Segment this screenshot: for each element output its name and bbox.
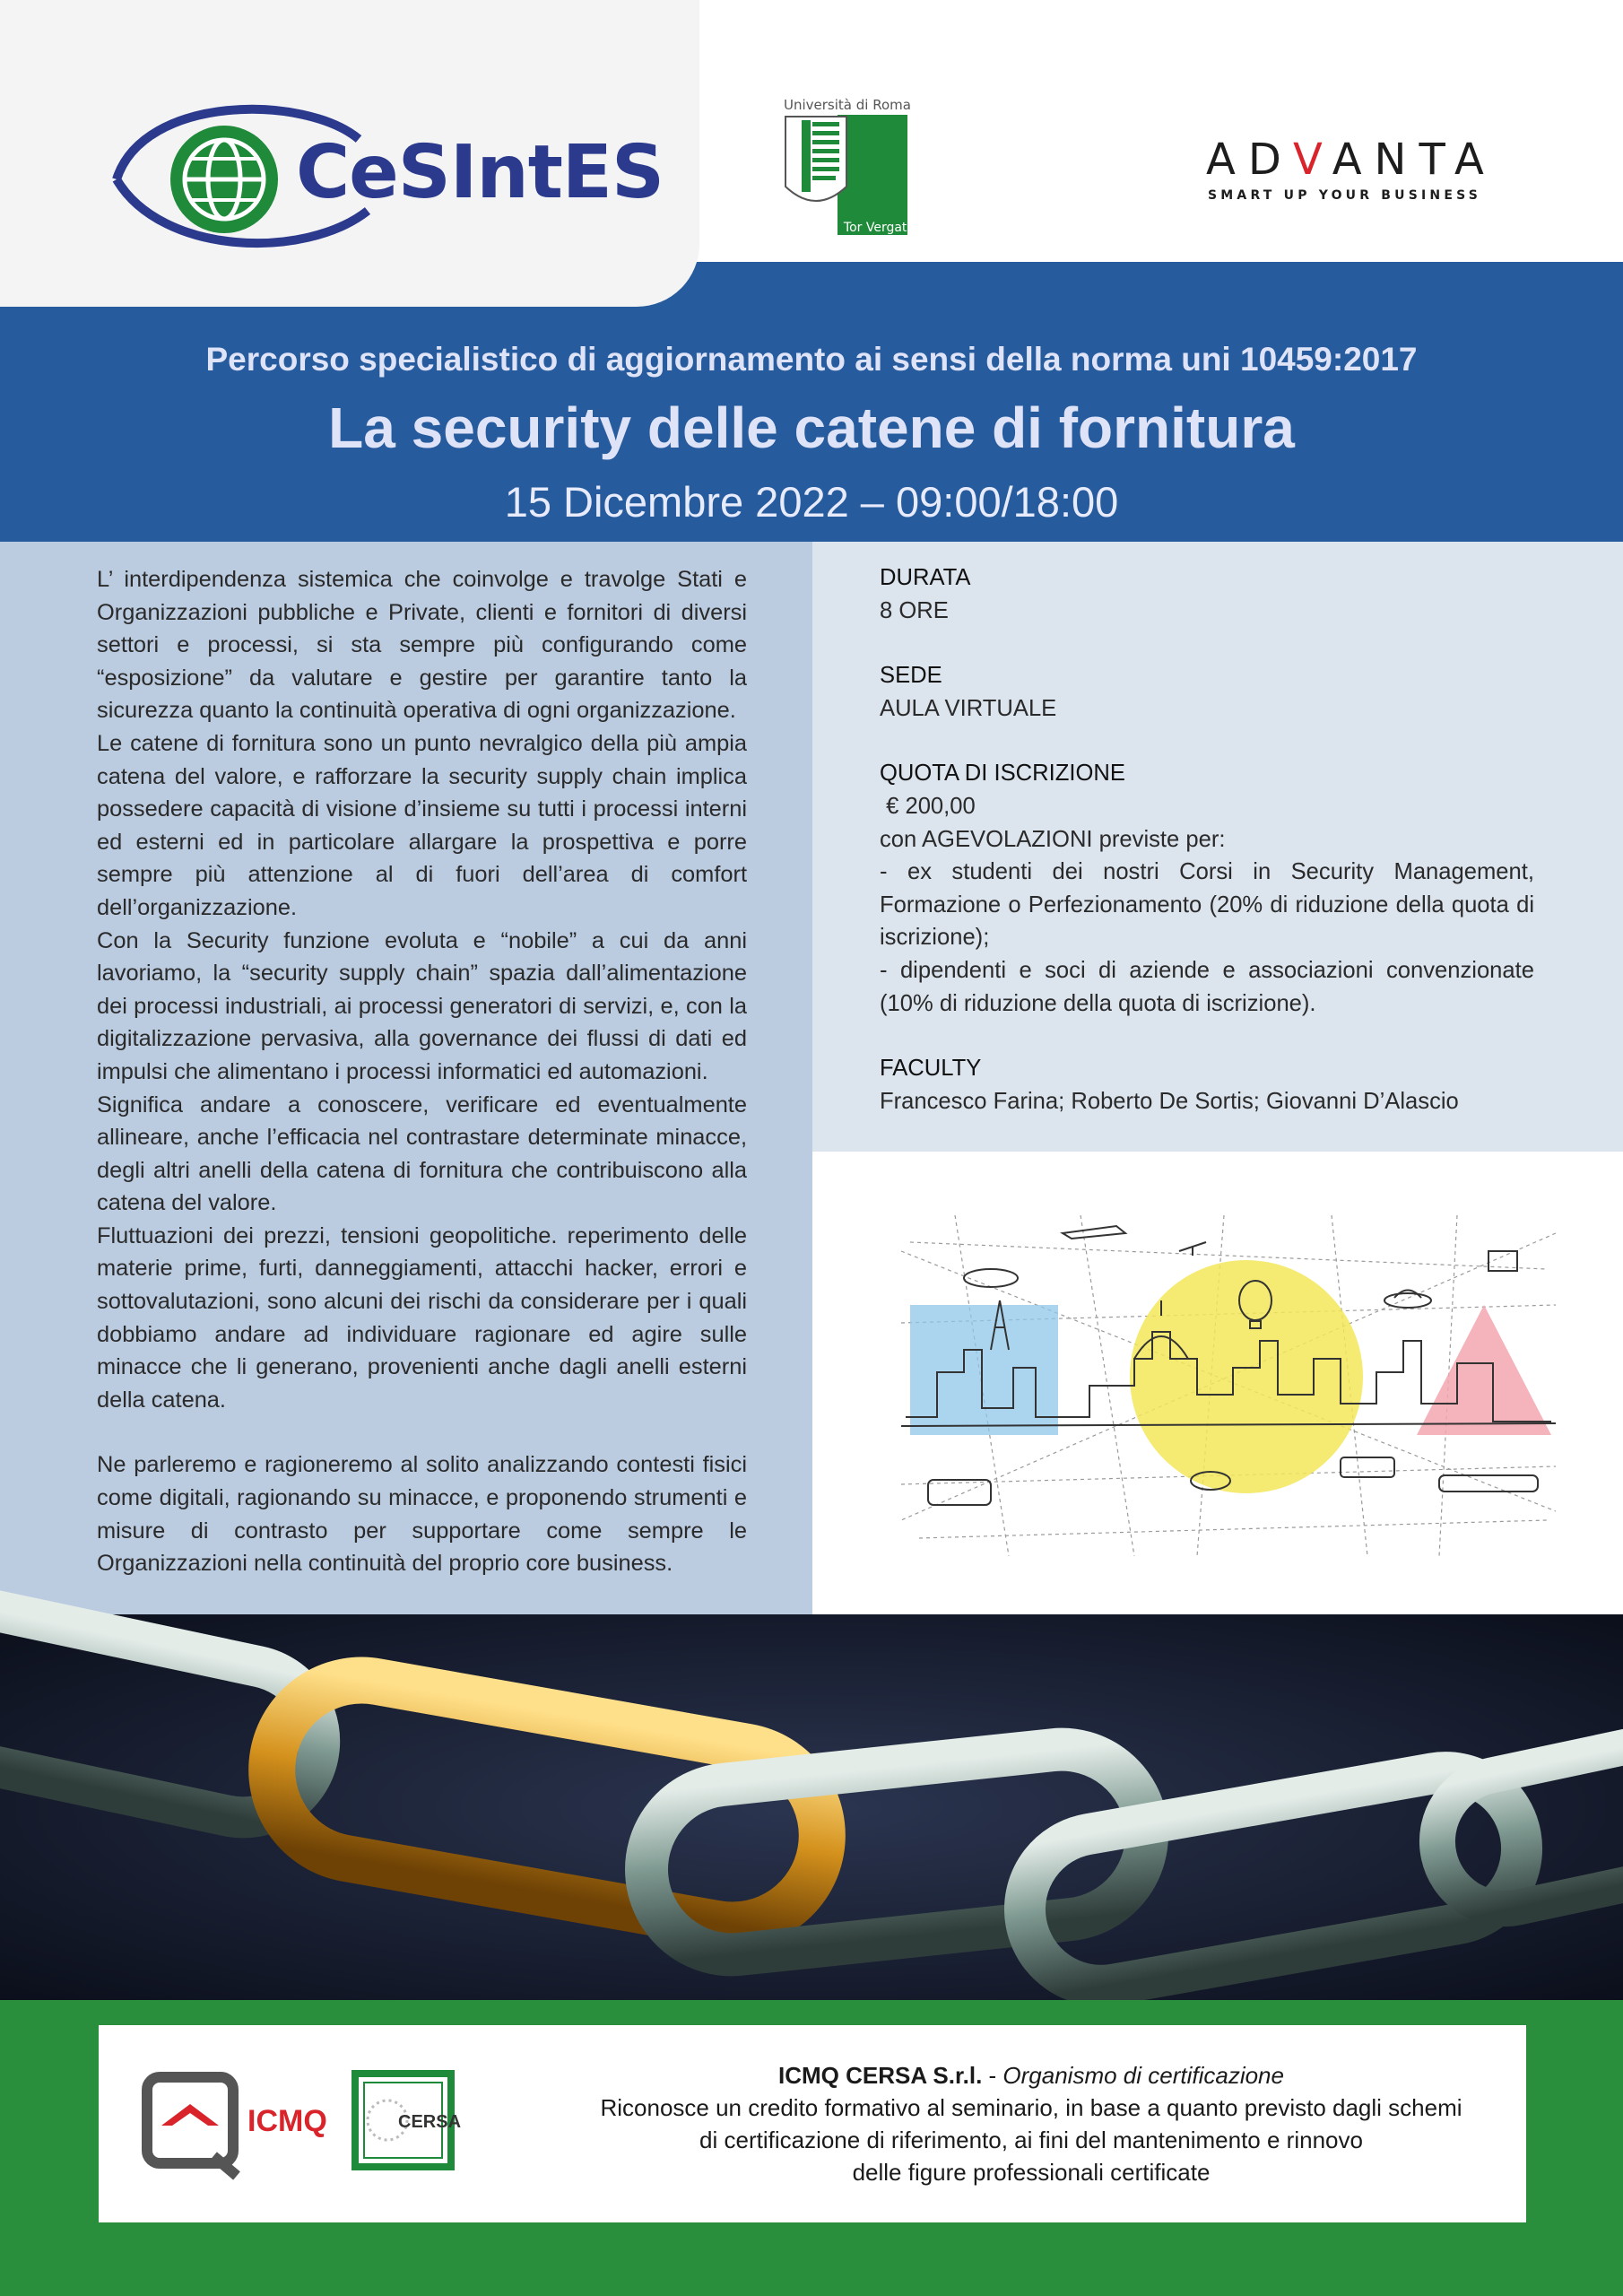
course-subtitle: Percorso specialistico di aggiornamento ai sensi della norma uni 10459:2017: [205, 341, 1418, 378]
paragraph-gap: [97, 1416, 747, 1448]
accreditation-line: delle figure professionali certificate: [852, 2159, 1211, 2186]
cesintes-wordmark: CeSIntES: [296, 130, 664, 215]
advanta-tagline: SMART UP YOUR BUSINESS: [1208, 188, 1482, 203]
university-name: Università di Roma: [784, 97, 911, 113]
description-closing: Ne parleremo e ragioneremo al solito analizzando contesti fisici come digitali, ragionando su minacce, e proponendo strumenti e misure di contrasto per supportare come sempre le Organizzazioni nella continuità del proprio core business.: [97, 1452, 747, 1577]
venue-value: AULA VIRTUALE: [880, 695, 1057, 721]
footer: [0, 2000, 1623, 2296]
city-network-illustration: [901, 1215, 1556, 1556]
course-info-box: [812, 542, 1623, 1152]
description-paragraph: L’ interdipendenza sistemica che coinvolge e travolge Stati e Organizzazioni pubbliche e Private, clienti e fornitori di diversi settori e processi, si sta sempre più configurando come “esposizione” da valutare e gestire per garantire tanto la sicurezza quanto la continuità operativa di ogni organizzazione.: [97, 567, 747, 724]
description-column: [0, 542, 812, 1614]
cersa-logo: [352, 2070, 462, 2170]
chain-links-photo: [0, 1614, 1623, 2000]
advanta-check-icon: V: [1292, 135, 1332, 185]
icmq-logo: [142, 2070, 348, 2178]
icmq-wordmark: ICMQ: [247, 2104, 327, 2138]
accreditation-text: [547, 2059, 1515, 2188]
accreditation-heading: [547, 2059, 1515, 2092]
university-shield: [782, 97, 916, 237]
advanta-wordmark: ADVANTA: [1206, 135, 1497, 185]
fee-block: [880, 757, 1534, 1020]
description-paragraph: Significa andare a conoscere, verificare ed eventualmente allineare, anche l’efficacia nel contrastare determinate minacce, degli altri anelli della catena di fornitura che contribuiscono alla catena del valore.: [97, 1091, 747, 1216]
faculty-value: Francesco Farina; Roberto De Sortis; Giovanni D’Alascio: [880, 1088, 1459, 1114]
description-paragraph: Con la Security funzione evoluta e “nobile” a cui da anni lavoriamo, la “security supply chain” spazia dall’alimentazione dei processi industriali, ai processi generatori di servizi, e, con la digitalizzazione pervasiva, alla governance dei flussi di dati ed impulsi che alimentano i processi informatici ed automazioni.: [97, 927, 747, 1084]
faculty-label: FACULTY: [880, 1056, 982, 1082]
description-paragraph: Fluttuazioni dei prezzi, tensioni geopolitiche. reperimento delle materie prime, furti, danneggiamenti, attacchi hacker, errori e sottovalutazioni, sono alcuni dei rischi da considerare per i quali dobbiamo andare ad individuare ragionare ed agire sulle minacce che li generano, provenienti anche dagli anelli esterni della catena.: [97, 1222, 747, 1413]
university-campus: Tor Vergata: [843, 221, 915, 235]
duration-block: [880, 561, 1534, 627]
discount-item: - dipendenti e soci di aziende e associazioni convenzionate (10% di riduzione della quota di iscrizione).: [880, 957, 1534, 1016]
fee-value: € 200,00: [880, 793, 976, 819]
course-title: La security delle catene di fornitura: [328, 396, 1295, 460]
description-text: [97, 563, 747, 1580]
accreditation-separator: -: [982, 2062, 1003, 2089]
description-paragraph: Le catene di fornitura sono un punto nevralgico della più ampia catena del valore, e rafforzare la security supply chain implica possedere capacità di visione d’insieme su tutti i processi interni ed esterni ed in particolare allargare la prospettiva e porre sempre più attenzione al di fuori dell’area di comfort dell’organizzazione.: [97, 730, 747, 920]
duration-value: 8 ORE: [880, 597, 949, 623]
cersa-wordmark: CERSA: [398, 2112, 462, 2132]
logo-panel: [0, 0, 699, 307]
course-info: [880, 561, 1534, 1150]
duration-label: DURATA: [880, 565, 971, 590]
venue-block: [880, 659, 1534, 725]
accreditation-line: di certificazione di riferimento, ai fini del mantenimento e rinnovo: [699, 2126, 1363, 2153]
discount-intro: con AGEVOLAZIONI previste per:: [880, 826, 1226, 852]
course-date: 15 Dicembre 2022 – 09:00/18:00: [504, 478, 1119, 526]
advanta-logo: [1206, 135, 1511, 206]
university-logo: [782, 97, 916, 237]
accreditation-card: [99, 2025, 1526, 2222]
faculty-block: [880, 1052, 1534, 1118]
cesintes-logo: [108, 103, 664, 256]
discount-item: - ex studenti dei nostri Corsi in Security Management, Formazione o Perfezionamento (20% di riduzione della quota di iscrizione);: [880, 859, 1534, 951]
venue-label: SEDE: [880, 663, 942, 689]
accreditation-org: ICMQ CERSA S.r.l.: [778, 2062, 983, 2089]
fee-label: QUOTA DI ISCRIZIONE: [880, 761, 1125, 787]
accreditation-line: Riconosce un credito formativo al seminario, in base a quanto previsto dagli schemi: [600, 2094, 1462, 2121]
accreditation-role: Organismo di certificazione: [1002, 2062, 1284, 2089]
